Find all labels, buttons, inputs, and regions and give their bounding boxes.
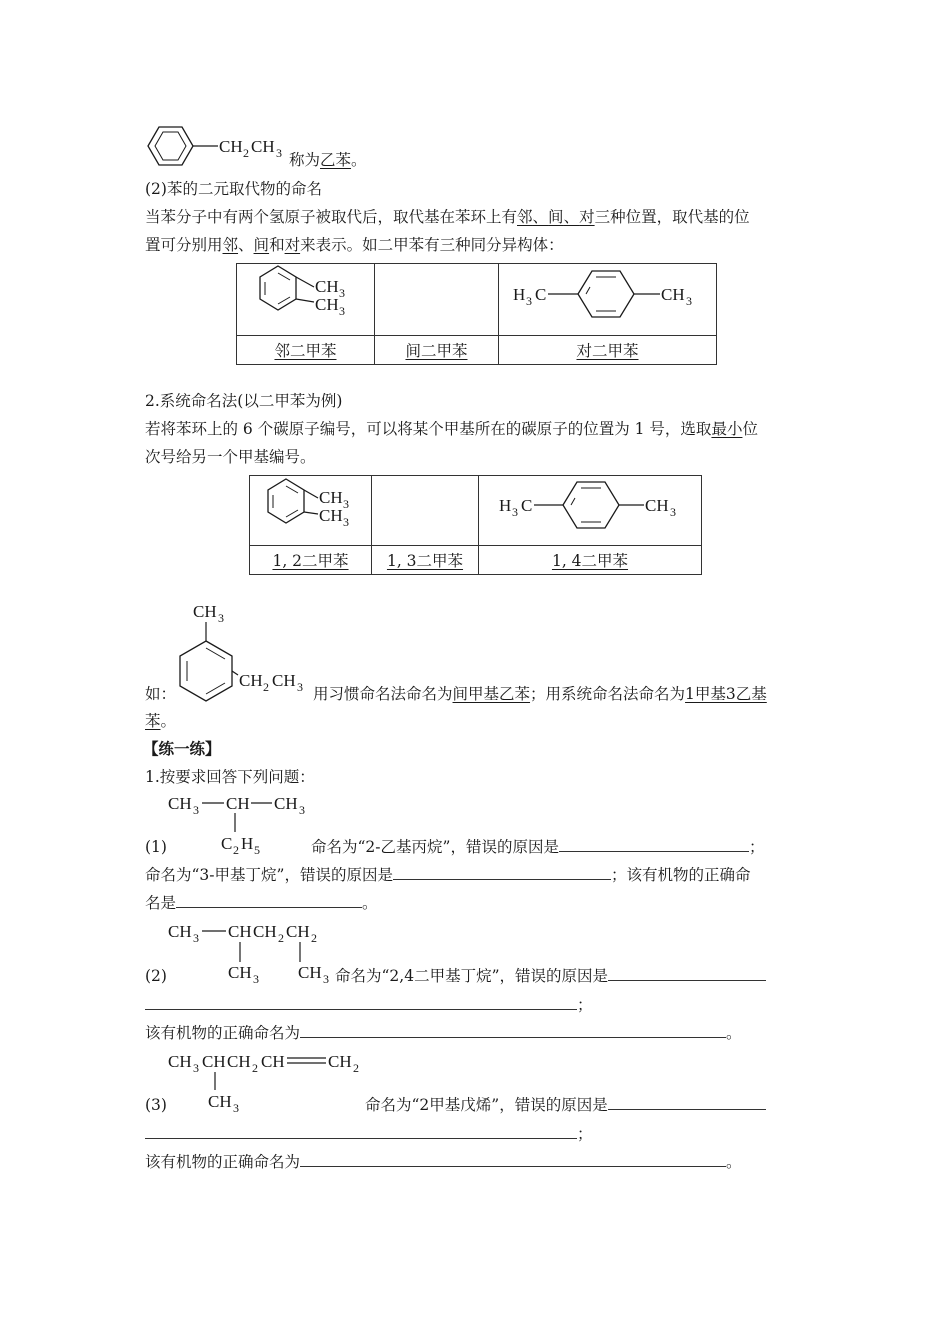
svg-text:CH: CH: [193, 602, 217, 621]
para-structure-cell: [499, 264, 717, 336]
svg-text:CH: CH: [227, 1052, 251, 1071]
practice-title: 【练一练】: [143, 739, 221, 758]
xylene13-structure-cell: [372, 476, 479, 546]
paragraph-disubstituted-2: 置可分别用邻、间和对来表示。如二甲苯有三种同分异构体：: [145, 236, 564, 254]
svg-text:3: 3: [193, 1061, 199, 1075]
answer-ethylbenzene: 乙苯: [320, 151, 352, 169]
example-naming-sentence: 用习惯命名法命名为间甲基乙苯；用系统命名法命名为1甲基3乙基: [313, 685, 767, 703]
meta-structure-cell: [375, 264, 499, 336]
q1-blank-b[interactable]: [393, 864, 611, 880]
svg-text:3: 3: [193, 803, 199, 817]
svg-text:CH: CH: [253, 922, 277, 941]
q2-number: (2): [145, 967, 167, 985]
q2-line-b: 该有机物的正确命名为 。: [145, 1024, 742, 1042]
svg-text:CH: CH: [228, 922, 252, 941]
svg-text:3: 3: [339, 304, 345, 318]
section-heading-systematic: 2.系统命名法(以二甲苯为例): [145, 392, 343, 410]
q3-line-a-cont: ；: [145, 1123, 593, 1145]
q2-blank-a-cont[interactable]: [145, 994, 577, 1010]
svg-text:2: 2: [278, 931, 284, 945]
svg-text:CH: CH: [661, 285, 685, 304]
svg-text:3: 3: [297, 680, 303, 694]
practice-q1-intro: 1.按要求回答下列问题：: [145, 768, 315, 786]
svg-text:C: C: [521, 496, 533, 515]
svg-text:3: 3: [233, 1101, 239, 1115]
example-prefix: 如：: [145, 685, 177, 703]
svg-text:CH: CH: [228, 963, 252, 982]
svg-text:C: C: [535, 285, 547, 304]
svg-text:3: 3: [526, 294, 532, 308]
xylene14-structure-cell: [479, 476, 702, 546]
svg-text:3: 3: [686, 294, 692, 308]
answer-systematic-name: 1甲基3乙基: [685, 685, 767, 703]
q2-line-a: 命名为“2,4二甲基丁烷”，错误的原因是: [335, 965, 766, 987]
svg-text:3: 3: [323, 972, 329, 986]
label-12-xylene: 1, 2二甲苯: [272, 552, 349, 570]
svg-text:3: 3: [299, 803, 305, 817]
svg-text:3: 3: [276, 146, 282, 160]
q2-blank-a[interactable]: [608, 965, 766, 981]
svg-text:3: 3: [343, 497, 349, 511]
answer-common-name: 间甲基乙苯: [452, 685, 531, 703]
svg-text:CH: CH: [208, 1092, 232, 1111]
ethylbenzene-caption: 称为乙苯。: [289, 151, 367, 169]
svg-text:CH: CH: [168, 922, 192, 941]
svg-text:CH: CH: [286, 922, 310, 941]
q2-blank-b[interactable]: [300, 1022, 726, 1038]
q3-line-b: 该有机物的正确命名为 。: [145, 1153, 742, 1171]
label-13-xylene: 1, 3二甲苯: [386, 552, 464, 570]
q3-blank-b[interactable]: [300, 1151, 726, 1167]
q1-line-a: 命名为“2-乙基丙烷”，错误的原因是 ；: [311, 838, 765, 856]
svg-text:3: 3: [253, 972, 259, 986]
svg-text:2: 2: [353, 1061, 359, 1075]
svg-text:CH: CH: [328, 1052, 352, 1071]
paragraph-systematic-1: 若将苯环上的 6 个碳原子编号，可以将某个甲基所在的碳原子的位置为 1 号，选取最小位: [145, 420, 758, 438]
q3-blank-a[interactable]: [608, 1094, 766, 1110]
svg-text:CH: CH: [645, 496, 669, 515]
q3-line-a: 命名为“2甲基戊烯”，错误的原因是: [365, 1094, 766, 1116]
svg-text:2: 2: [263, 680, 269, 694]
svg-text:3: 3: [512, 505, 518, 519]
q2-line-a-cont: ；: [145, 994, 593, 1016]
xylene12-structure-cell: [250, 476, 372, 546]
svg-text:CH: CH: [274, 794, 298, 813]
svg-text:CH: CH: [261, 1052, 285, 1071]
svg-text:CH: CH: [319, 488, 343, 507]
paragraph-disubstituted-1: 当苯分子中有两个氢原子被取代后，取代基在苯环上有邻、间、对三种位置，取代基的位: [145, 208, 750, 226]
label-meta-xylene: 间二甲苯: [405, 342, 468, 360]
svg-text:CH: CH: [315, 277, 339, 296]
q3-blank-a-cont[interactable]: [145, 1123, 577, 1139]
svg-text:CH: CH: [298, 963, 322, 982]
svg-text:H: H: [513, 285, 526, 304]
ortho-structure-cell: [237, 264, 375, 336]
svg-text:2: 2: [252, 1061, 258, 1075]
q1-line-c: 名是 。: [145, 894, 378, 912]
svg-text:CH: CH: [239, 671, 263, 690]
q1-blank-c[interactable]: [176, 892, 362, 908]
svg-text:CH: CH: [168, 1052, 192, 1071]
q1-number: (1): [145, 838, 167, 856]
section-heading-disubstituted: (2)苯的二元取代物的命名: [145, 180, 322, 198]
svg-text:2: 2: [243, 146, 249, 160]
svg-text:H: H: [499, 496, 512, 515]
q1-line-b: 命名为“3-甲基丁烷”，错误的原因是 ；该有机物的正确命: [145, 866, 751, 884]
svg-text:2: 2: [233, 843, 239, 857]
xylene-common-name-table: [236, 263, 717, 365]
svg-text:3: 3: [339, 286, 345, 300]
label-ortho-xylene: 邻二甲苯: [274, 342, 337, 360]
svg-text:CH: CH: [319, 506, 343, 525]
svg-text:3: 3: [343, 515, 349, 529]
svg-text:CH: CH: [226, 794, 250, 813]
label-para-xylene: 对二甲苯: [576, 342, 639, 360]
svg-text:C: C: [221, 834, 233, 853]
q3-number: (3): [145, 1096, 167, 1114]
svg-text:CH: CH: [251, 137, 275, 156]
svg-text:3: 3: [218, 611, 224, 625]
label-14-xylene: 1, 4二甲苯: [551, 552, 629, 570]
svg-text:3: 3: [193, 931, 199, 945]
xylene-systematic-name-table: [249, 475, 702, 575]
svg-text:2: 2: [311, 931, 317, 945]
example-naming-sentence-end: 苯。: [145, 712, 177, 730]
svg-text:3: 3: [670, 505, 676, 519]
svg-text:CH: CH: [219, 137, 243, 156]
svg-text:CH: CH: [202, 1052, 226, 1071]
svg-text:CH: CH: [315, 295, 339, 314]
svg-text:H: H: [241, 834, 254, 853]
svg-text:CH: CH: [272, 671, 296, 690]
svg-text:5: 5: [254, 843, 260, 857]
svg-text:CH: CH: [168, 794, 192, 813]
q1-blank-a[interactable]: [559, 836, 749, 852]
paragraph-systematic-2: 次号给另一个甲基编号。: [145, 448, 316, 466]
